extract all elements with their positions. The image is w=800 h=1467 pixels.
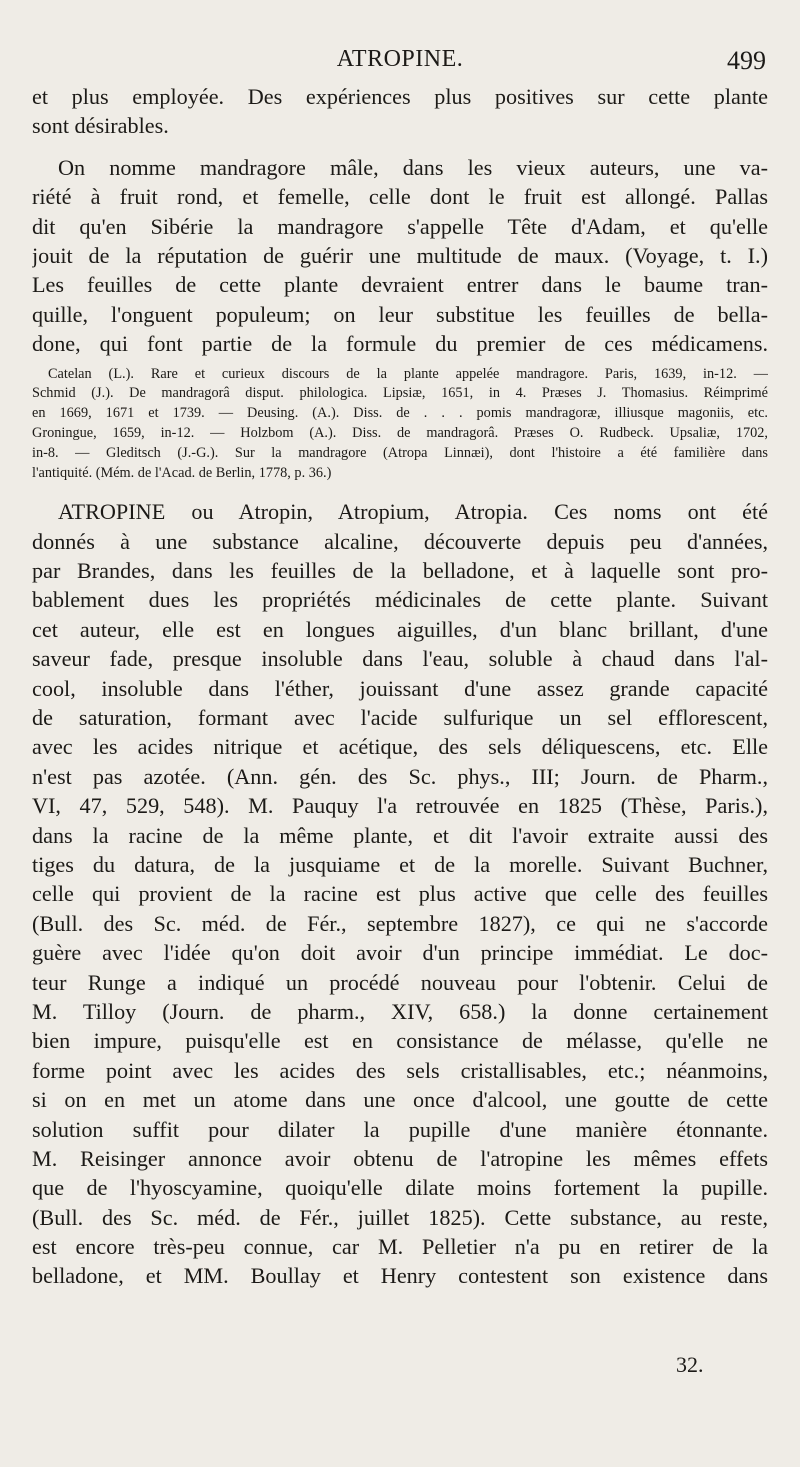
text-line: cool, insoluble dans l'éther, jouissant d'une assez grande capacité bbox=[32, 675, 768, 701]
text-line: done, qui font partie de la formule du premier de ces médicamens. bbox=[32, 331, 768, 357]
text-line: si on en met un atome dans une once d'alcool, une goutte de cette bbox=[32, 1087, 768, 1113]
text-line: On nomme mandragore mâle, dans les vieux auteurs, une va- bbox=[58, 154, 768, 180]
page-header bbox=[30, 46, 770, 80]
text-line: jouit de la réputation de guérir une multitude de maux. (Voyage, t. I.) bbox=[32, 242, 768, 268]
text-line: de saturation, formant avec l'acide sulfurique un sel efflorescent, bbox=[32, 705, 768, 731]
text-line: VI, 47, 529, 548). M. Pauquy l'a retrouvée en 1825 (Thèse, Paris.), bbox=[32, 793, 768, 819]
text-line: forme point avec les acides des sels cristallisables, etc.; néanmoins, bbox=[32, 1057, 768, 1083]
text-line: riété à fruit rond, et femelle, celle dont le fruit est allongé. Pallas bbox=[32, 184, 768, 210]
paragraph-mandragore bbox=[32, 153, 768, 359]
text-line: guère avec l'idée qu'on doit avoir d'un principe immédiat. Le doc- bbox=[32, 940, 768, 966]
text-line: (Bull. des Sc. méd. de Fér., juillet 1825). Cette substance, au reste, bbox=[32, 1204, 768, 1230]
note-line: Groningue, 1659, in-12. — Holzbom (A.). Diss. de mandragorâ. Præses O. Rudbeck. Upsaliæ, 1702, bbox=[32, 424, 768, 441]
text-line: solution suffit pour dilater la pupille d'une manière étonnante. bbox=[32, 1116, 768, 1142]
page-number: 499 bbox=[727, 46, 766, 75]
text-line: ATROPINE ou Atropin, Atropium, Atropia. Ces noms ont été bbox=[58, 499, 768, 525]
signature-mark: 32. bbox=[676, 1352, 704, 1377]
text-line: bien impure, puisqu'elle est en consistance de mélasse, qu'elle ne bbox=[32, 1028, 768, 1054]
paragraph-atropine bbox=[32, 497, 768, 1291]
text-line: est encore très-peu connue, car M. Pelletier n'a pu en retirer de la bbox=[32, 1234, 768, 1260]
text-line: n'est pas azotée. (Ann. gén. des Sc. phys., III; Journ. de Pharm., bbox=[32, 763, 768, 789]
text-line: Les feuilles de cette plante devraient entrer dans le baume tran- bbox=[32, 272, 768, 298]
text-line: dans la racine de la même plante, et dit l'avoir extraite aussi des bbox=[32, 822, 768, 848]
text-line: quille, l'onguent populeum; on leur substitue les feuilles de bella- bbox=[32, 301, 768, 327]
text-line: avec les acides nitrique et acétique, des sels déliquescens, etc. Elle bbox=[32, 734, 768, 760]
text-line: donnés à une substance alcaline, découverte depuis peu d'années, bbox=[32, 528, 768, 554]
text-line: que de l'hyoscyamine, quoiqu'elle dilate moins fortement la pupille. bbox=[32, 1175, 768, 1201]
note-line: Catelan (L.). Rare et curieux discours de la plante appelée mandragore. Paris, 1639, in-12. — bbox=[48, 365, 768, 382]
text-line: tiges du datura, de la jusquiame et de la morelle. Suivant Buchner, bbox=[32, 851, 768, 877]
note-line: Schmid (J.). De mandragorâ disput. philologica. Lipsiæ, 1651, in 4. Præses J. Thomasius. Réimprimé bbox=[32, 385, 768, 402]
note-line: en 1669, 1671 et 1739. — Deusing. (A.). Diss. de . . . pomis mandragoræ, illiusque magoniis, etc. bbox=[32, 405, 768, 422]
text-line: (Bull. des Sc. méd. de Fér., septembre 1827), ce qui ne s'accorde bbox=[32, 910, 768, 936]
page-body bbox=[32, 82, 768, 1291]
note-line: in-8. — Gleditsch (J.-G.). Sur la mandragore (Atropa Linnæi), dont l'histoire a été familière dans bbox=[32, 444, 768, 461]
paragraph-continuation bbox=[32, 82, 768, 141]
text-line: celle qui provient de la racine est plus active que celle des feuilles bbox=[32, 881, 768, 907]
text-line: belladone, et MM. Boullay et Henry contestent son existence dans bbox=[32, 1263, 768, 1289]
text-line: M. Tilloy (Journ. de pharm., XIV, 658.) la donne certainement bbox=[32, 998, 768, 1024]
note-line: l'antiquité. (Mém. de l'Acad. de Berlin, 1778, p. 36.) bbox=[32, 464, 332, 481]
text-line: teur Runge a indiqué un procédé nouveau pour l'obtenir. Celui de bbox=[32, 969, 768, 995]
text-line: dit qu'en Sibérie la mandragore s'appelle Tête d'Adam, et qu'elle bbox=[32, 213, 768, 239]
text-line: et plus employée. Des expériences plus positives sur cette plante bbox=[32, 84, 768, 109]
text-line: sont désirables. bbox=[32, 113, 169, 139]
text-line: M. Reisinger annonce avoir obtenu de l'atropine les mêmes effets bbox=[32, 1145, 768, 1171]
bibliography-notes bbox=[32, 365, 768, 484]
text-line: cet auteur, elle est en longues aiguilles, d'un blanc brillant, d'une bbox=[32, 616, 768, 642]
text-line: bablement dues les propriétés médicinales de cette plante. Suivant bbox=[32, 587, 768, 613]
running-title: ATROPINE. bbox=[336, 46, 464, 72]
text-line: par Brandes, dans les feuilles de la belladone, et à laquelle sont pro- bbox=[32, 558, 768, 584]
text-line: saveur fade, presque insoluble dans l'eau, soluble à chaud dans l'al- bbox=[32, 646, 768, 672]
